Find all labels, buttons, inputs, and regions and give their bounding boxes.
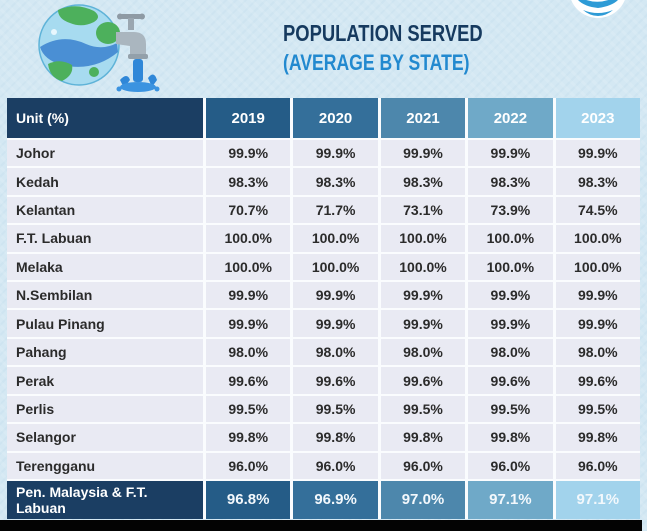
value-cell: 99.9% [293, 310, 377, 336]
value-cell: 100.0% [293, 254, 377, 280]
bottom-bar [0, 520, 642, 531]
page-title: POPULATION SERVED [283, 20, 483, 46]
state-cell: Kedah [7, 168, 203, 194]
value-cell: 96.0% [293, 453, 377, 479]
value-cell: 96.0% [468, 453, 552, 479]
state-cell: Perak [7, 367, 203, 393]
value-cell: 99.9% [381, 310, 465, 336]
globe-water-tap-icon [24, 2, 164, 94]
year-header-cell-2019: 2019 [206, 98, 290, 138]
total-value-cell: 96.8% [206, 481, 290, 519]
value-cell: 100.0% [206, 225, 290, 251]
total-value-cell: 97.1% [468, 481, 552, 519]
value-cell: 98.3% [468, 168, 552, 194]
value-cell: 73.9% [468, 197, 552, 223]
value-cell: 96.0% [381, 453, 465, 479]
page-header [283, 19, 533, 77]
state-cell: N.Sembilan [7, 282, 203, 308]
value-cell: 99.9% [293, 282, 377, 308]
total-value-cell: 97.1% [556, 481, 640, 519]
water-swirl-logo-icon [567, 0, 629, 20]
state-cell: Pahang [7, 339, 203, 365]
value-cell: 99.8% [206, 424, 290, 450]
value-cell: 100.0% [293, 225, 377, 251]
value-cell: 98.0% [381, 339, 465, 365]
value-cell: 71.7% [293, 197, 377, 223]
state-cell: Perlis [7, 396, 203, 422]
value-cell: 99.9% [556, 310, 640, 336]
state-cell: Pulau Pinang [7, 310, 203, 336]
value-cell: 98.0% [206, 339, 290, 365]
value-cell: 99.9% [293, 140, 377, 166]
value-cell: 98.0% [293, 339, 377, 365]
value-cell: 100.0% [381, 254, 465, 280]
value-cell: 100.0% [556, 225, 640, 251]
value-cell: 99.9% [468, 282, 552, 308]
value-cell: 99.9% [206, 310, 290, 336]
value-cell: 99.6% [381, 367, 465, 393]
state-cell: Selangor [7, 424, 203, 450]
value-cell: 100.0% [381, 225, 465, 251]
value-cell: 99.5% [206, 396, 290, 422]
value-cell: 99.6% [468, 367, 552, 393]
total-value-cell: 96.9% [293, 481, 377, 519]
value-cell: 99.9% [556, 282, 640, 308]
value-cell: 74.5% [556, 197, 640, 223]
value-cell: 96.0% [556, 453, 640, 479]
state-cell: F.T. Labuan [7, 225, 203, 251]
value-cell: 99.9% [206, 140, 290, 166]
value-cell: 99.9% [381, 140, 465, 166]
value-cell: 99.5% [556, 396, 640, 422]
value-cell: 100.0% [468, 225, 552, 251]
value-cell: 100.0% [556, 254, 640, 280]
value-cell: 98.0% [468, 339, 552, 365]
page-subtitle: (AVERAGE BY STATE) [283, 50, 470, 75]
value-cell: 99.9% [468, 140, 552, 166]
value-cell: 99.6% [206, 367, 290, 393]
value-cell: 100.0% [468, 254, 552, 280]
unit-header-cell: Unit (%) [7, 98, 203, 138]
value-cell: 96.0% [206, 453, 290, 479]
state-cell: Johor [7, 140, 203, 166]
value-cell: 98.3% [206, 168, 290, 194]
value-cell: 98.0% [556, 339, 640, 365]
total-label-cell: Pen. Malaysia & F.T. Labuan [7, 481, 203, 519]
value-cell: 99.8% [468, 424, 552, 450]
state-cell: Terengganu [7, 453, 203, 479]
value-cell: 99.8% [293, 424, 377, 450]
value-cell: 98.3% [381, 168, 465, 194]
state-cell: Melaka [7, 254, 203, 280]
value-cell: 100.0% [206, 254, 290, 280]
value-cell: 99.9% [556, 140, 640, 166]
value-cell: 99.5% [381, 396, 465, 422]
value-cell: 70.7% [206, 197, 290, 223]
year-header-cell-2021: 2021 [381, 98, 465, 138]
value-cell: 98.3% [293, 168, 377, 194]
year-header-cell-2022: 2022 [468, 98, 552, 138]
year-header-cell-2023: 2023 [556, 98, 640, 138]
value-cell: 99.8% [556, 424, 640, 450]
population-table [7, 98, 640, 519]
state-cell: Kelantan [7, 197, 203, 223]
year-header-cell-2020: 2020 [293, 98, 377, 138]
value-cell: 99.6% [293, 367, 377, 393]
value-cell: 73.1% [381, 197, 465, 223]
value-cell: 99.9% [206, 282, 290, 308]
value-cell: 99.8% [381, 424, 465, 450]
value-cell: 99.5% [468, 396, 552, 422]
value-cell: 99.9% [381, 282, 465, 308]
value-cell: 99.5% [293, 396, 377, 422]
value-cell: 99.9% [468, 310, 552, 336]
total-value-cell: 97.0% [381, 481, 465, 519]
value-cell: 99.6% [556, 367, 640, 393]
value-cell: 98.3% [556, 168, 640, 194]
